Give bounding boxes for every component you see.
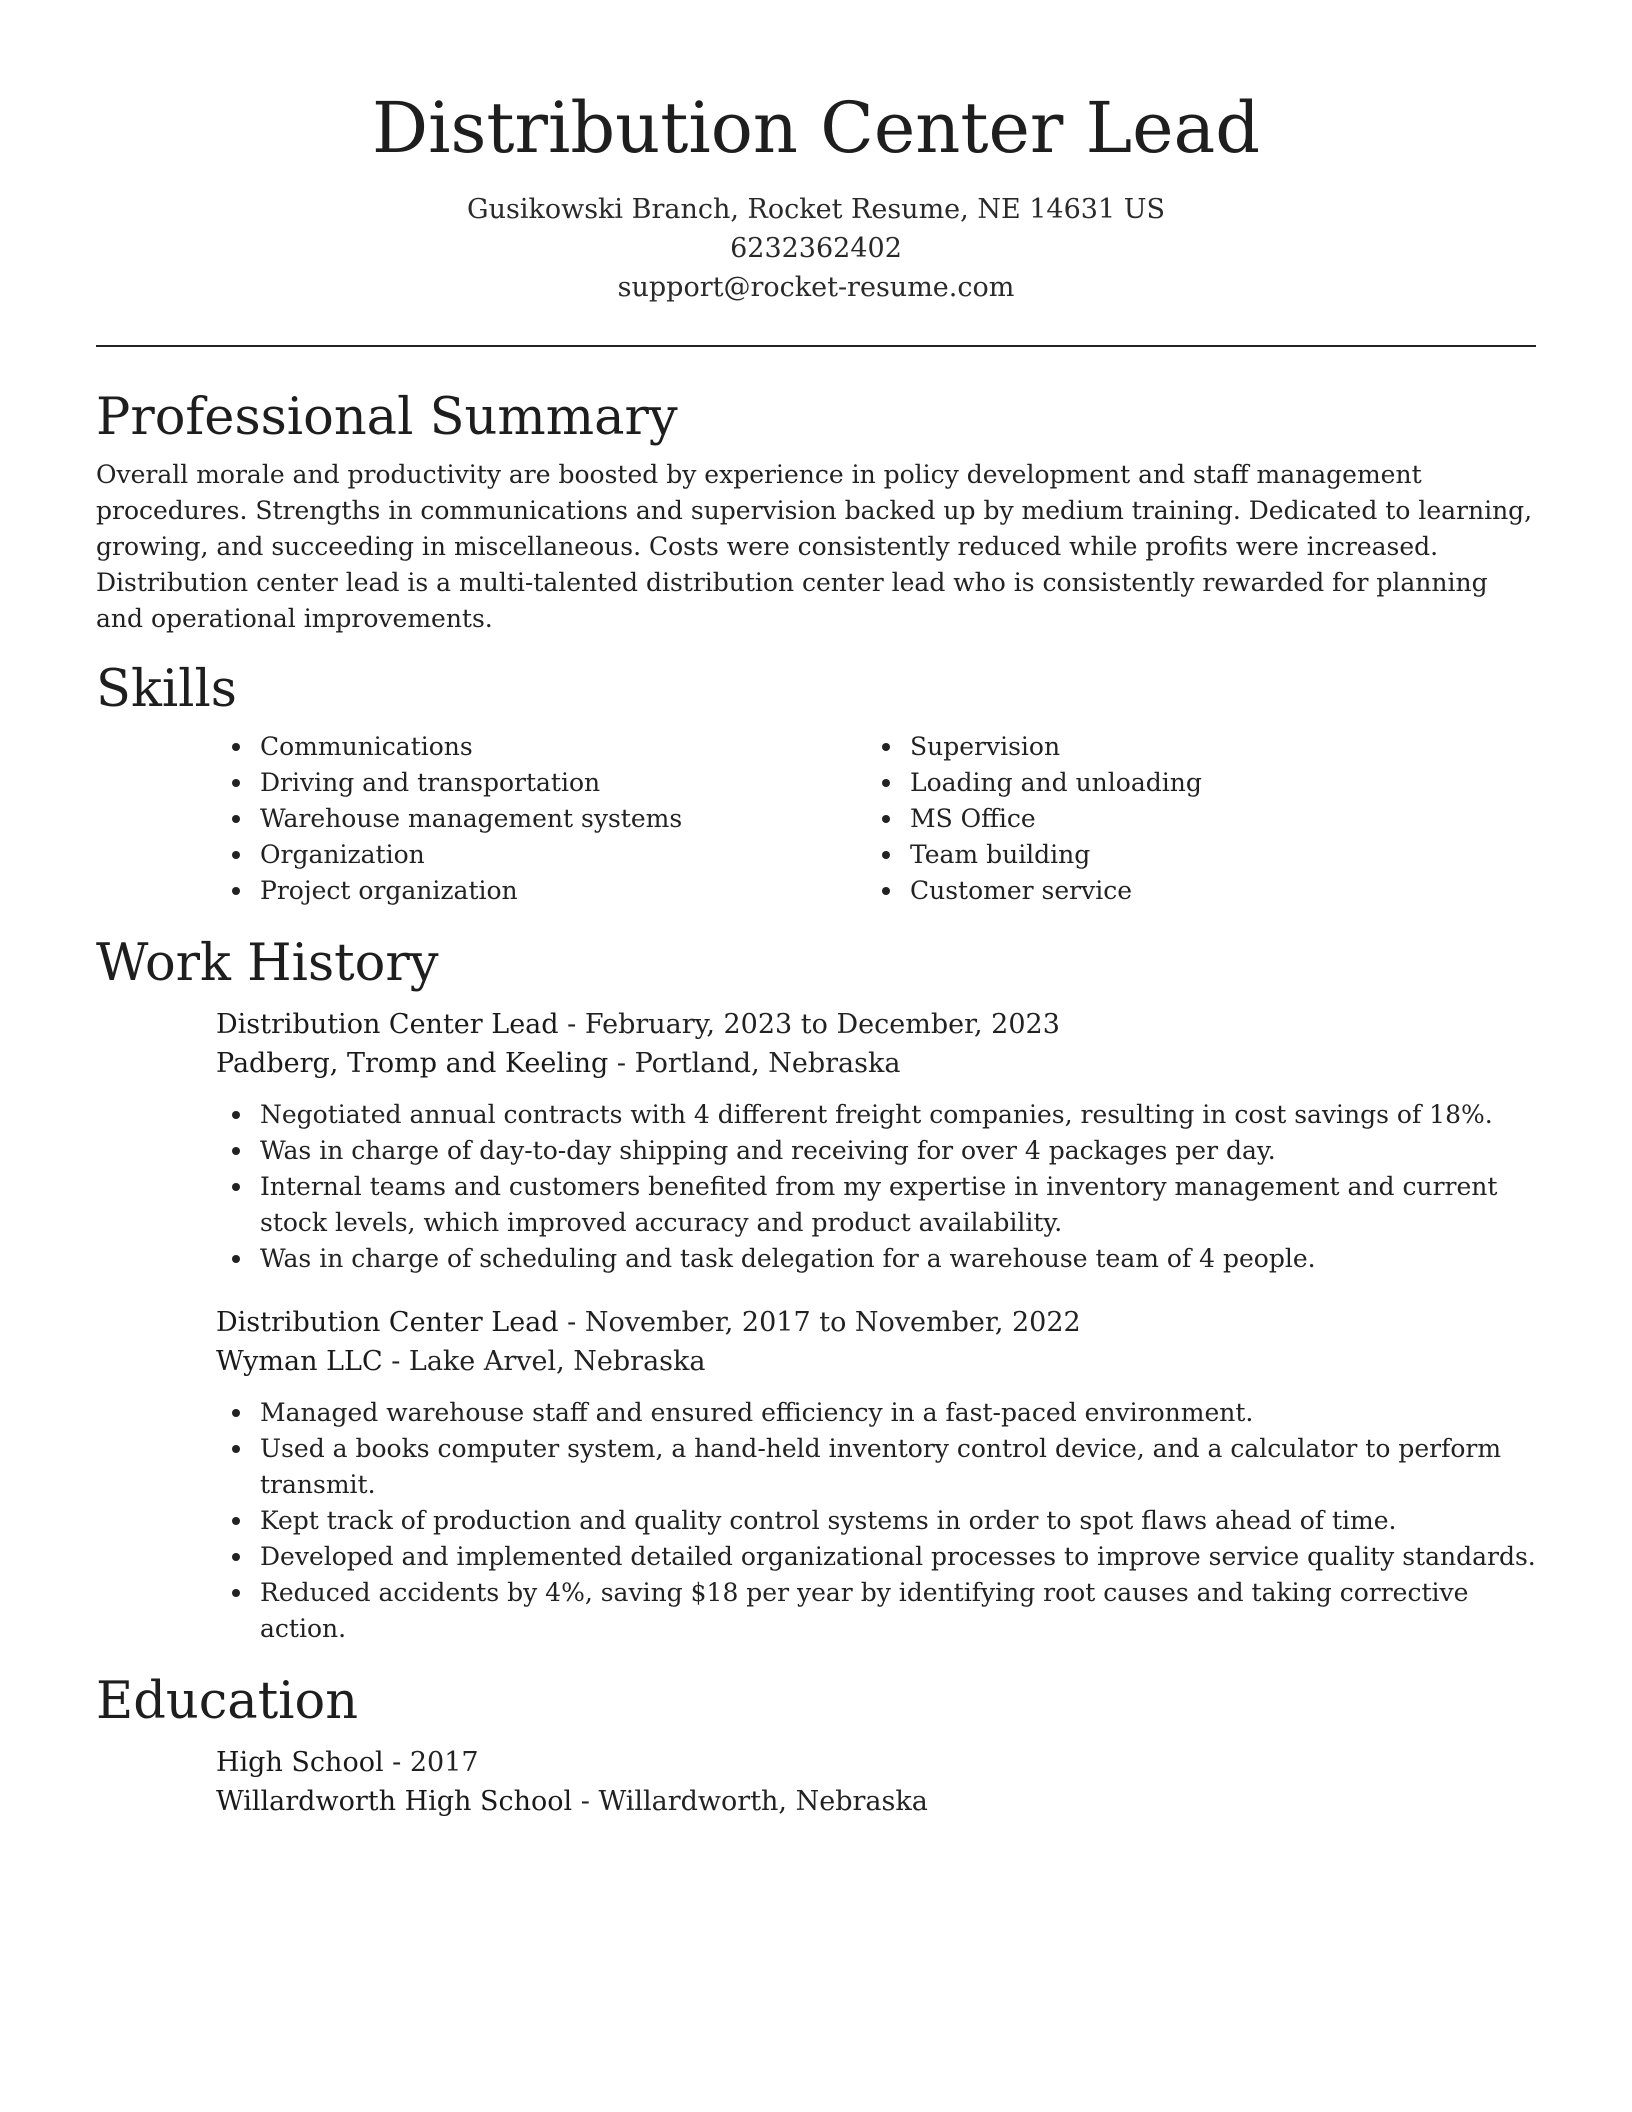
skill-item: Loading and unloading <box>910 765 1516 801</box>
skill-item: Project organization <box>260 873 866 909</box>
work-title: Work History <box>96 934 439 993</box>
job-company: Wyman LLC <box>216 1346 383 1377</box>
job-location: - Portland, Nebraska <box>608 1048 901 1079</box>
summary-text: Overall morale and productivity are boosted by experience in policy development and staff management procedures. Strengths in communications and supervision backed up by medium training. Dedicated to learning, growing, and succeeding in miscellaneous. Costs were consistently reduced while profits were increased. Distribution center lead is a multi-talented distribution center lead who is consistently rewarded for planning and operational improvements. <box>96 460 1533 633</box>
education-degree-line <box>216 1743 1536 1782</box>
job-bullet: Developed and implemented detailed organizational processes to improve service quality standards. <box>260 1539 1536 1575</box>
job-company: Padberg, Tromp and Keeling <box>216 1048 609 1079</box>
header-divider <box>96 345 1536 347</box>
skills-list-left <box>216 729 866 909</box>
resume-header <box>96 0 1536 307</box>
contact-block <box>96 190 1536 307</box>
education-title: Education <box>96 1672 359 1731</box>
skills-list-right <box>866 729 1516 909</box>
candidate-name: Distribution Center Lead <box>371 87 1261 169</box>
contact-phone: 6232362402 <box>730 233 902 264</box>
skill-item: Communications <box>260 729 866 765</box>
job-bullet: Was in charge of day-to-day shipping and receiving for over 4 packages per day. <box>260 1133 1536 1169</box>
work-section <box>96 933 1536 1647</box>
skills-grid <box>216 729 1536 909</box>
job-dates: - November, 2017 to November, 2022 <box>558 1307 1081 1338</box>
job-title: Distribution Center Lead <box>216 1307 559 1338</box>
education-year: - 2017 <box>383 1747 479 1778</box>
skills-title: Skills <box>96 660 237 719</box>
summary-section <box>96 387 1536 637</box>
education-school: Willardworth High School <box>216 1786 573 1817</box>
job-bullets <box>96 1097 1536 1277</box>
job-title-line <box>216 1303 1536 1342</box>
skill-item: Driving and transportation <box>260 765 866 801</box>
job-location: - Lake Arvel, Nebraska <box>382 1346 706 1377</box>
job-title: Distribution Center Lead <box>216 1009 559 1040</box>
contact-address: Gusikowski Branch, Rocket Resume, NE 14631 US <box>467 194 1165 225</box>
skill-item: Warehouse management systems <box>260 801 866 837</box>
job-entry <box>216 1303 1536 1647</box>
education-section <box>96 1671 1536 1821</box>
job-bullet: Was in charge of scheduling and task delegation for a warehouse team of 4 people. <box>260 1241 1536 1277</box>
summary-title: Professional Summary <box>96 388 678 447</box>
education-degree: High School <box>216 1747 384 1778</box>
job-bullet: Used a books computer system, a hand-held inventory control device, and a calculator to perform transmit. <box>260 1431 1536 1503</box>
skill-item: Organization <box>260 837 866 873</box>
skill-item: Customer service <box>910 873 1516 909</box>
education-school-line <box>216 1782 1536 1821</box>
skill-item: Team building <box>910 837 1516 873</box>
job-company-line <box>216 1044 1536 1083</box>
job-bullet: Managed warehouse staff and ensured efficiency in a fast-paced environment. <box>260 1395 1536 1431</box>
education-location: - Willardworth, Nebraska <box>572 1786 928 1817</box>
skills-section <box>96 659 1536 909</box>
job-company-line <box>216 1342 1536 1381</box>
job-bullet: Kept track of production and quality control systems in order to spot flaws ahead of time. <box>260 1503 1536 1539</box>
education-entry <box>216 1743 1536 1821</box>
job-bullet: Internal teams and customers benefited from my expertise in inventory management and current stock levels, which improved accuracy and product availability. <box>260 1169 1536 1241</box>
job-bullet: Negotiated annual contracts with 4 different freight companies, resulting in cost savings of 18%. <box>260 1097 1536 1133</box>
job-title-line <box>216 1005 1536 1044</box>
resume-page <box>96 0 1536 1821</box>
job-dates: - February, 2023 to December, 2023 <box>558 1009 1060 1040</box>
job-bullet: Reduced accidents by 4%, saving $18 per year by identifying root causes and taking corrective action. <box>260 1575 1536 1647</box>
skill-item: MS Office <box>910 801 1516 837</box>
job-entry <box>216 1005 1536 1277</box>
skill-item: Supervision <box>910 729 1516 765</box>
job-bullets <box>96 1395 1536 1647</box>
contact-email: support@rocket-resume.com <box>617 272 1015 303</box>
